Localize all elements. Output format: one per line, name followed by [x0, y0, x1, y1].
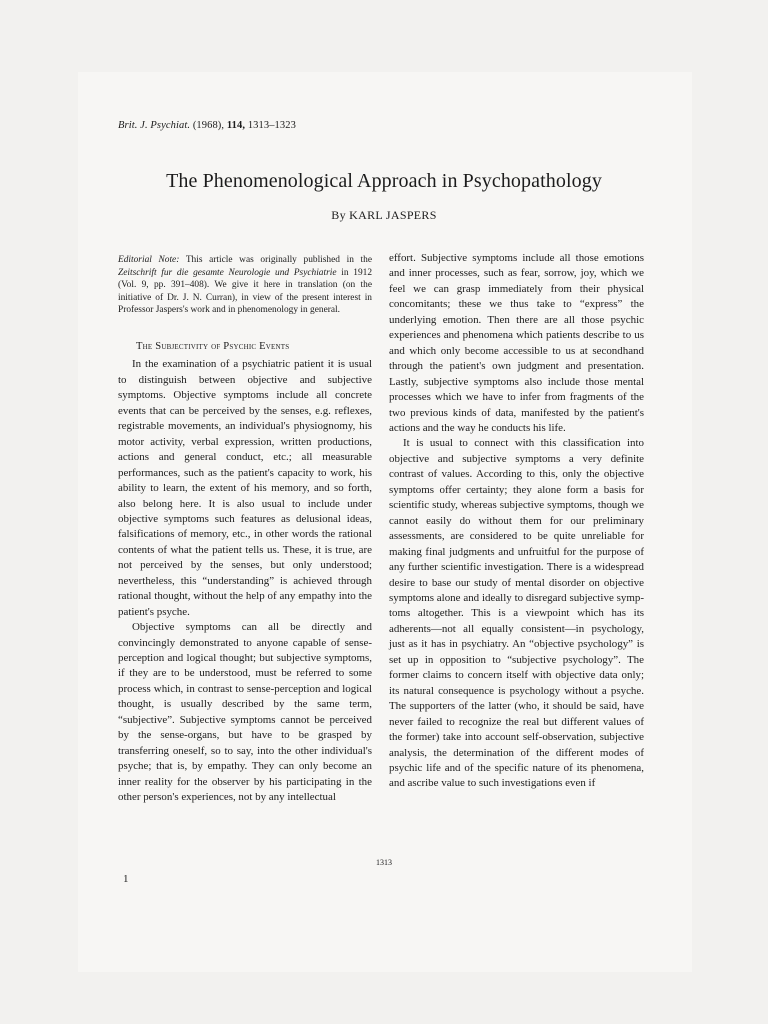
article-title: The Phenomenological Approach in Psychopathology [166, 170, 602, 192]
left-paragraph-1: In the examination of a psychiatric patient it is usual to distinguish between objective and subjective symptoms. Objective symptoms include all concrete events that can be perceived by the senses, e.g. reflexes, registrable movements, an individual's physiognomy, his motor activity, verbal expression, written productions, actions and general conduct, etc.; all measurable performances, such as the patient's capacity to work, his ability to learn, the extent of his memory, and so forth, also belong here. It is also usual to include under objective symptoms such features as delusional ideas, falsifications of memory, etc., in other words the rational contents of what the patient tells us. These, it is true, are not perceived by the senses, but only understood; nevertheless, this “understanding” is achieved through rational thought, without the help of any empathy into the patient's psyche. [118, 358, 372, 618]
journal-name: Brit. J. Psychiat. [118, 120, 191, 131]
journal-volume: 114, [226, 120, 246, 131]
right-paragraph-2: It is usual to connect with this classification into objective and subjective symptoms a very definite contrast of values. According to this, only the objective symptoms offer certainty; they alone form a basis for scientific study, whereas subjective symptoms, though we cannot easily do without them for our preliminary assessments, are considered to be quite unreliable for making final judgments and unfruitful for the purpose of any further scientific investigation. There is a widespread desire to base our study of mental disorder on objective symptoms alone and ideally to disregard subjective symptoms altogether. This is a viewpoint which has its adherents—not all equally consistent—in psychology, just as it has in psychiatry. An “objective psychology” is set up in opposition to “subjective psychology”. The former claims to concern itself with objective data only; its natural consequence is psychology without a psyche. The supporters of the latter (who, it should be said, have never failed to recognize the real but different values of the former) take into account self-observation, subjective analysis, the determination of the different modes of psychic life and of the specific nature of its phenomena, and ascribe value to such investigations even if [389, 437, 644, 790]
right-paragraph-1: effort. Subjective symptoms include all those emotions and inner processes, such as fear, sorrow, joy, which we feel we can grasp immediately from their physical concomitants; these we thus take to “express” the underlying emotion. Then there are all those psychic experiences and phenomena which patients describe to us and which only become accessible to us at secondhand through the patient's own judgment and presentation. Lastly, subjective symptoms also include those mental processes which we have to infer from fragments of the two previous kinds of data, manifested by the patient's actions and the way he conducts his life. [389, 252, 644, 434]
left-paragraph-2: Objective symptoms can all be directly and convincingly demonstrated to anyone capable of sense-perception and logical thought; but subjective symptoms, if they are to be understood, must be referred to some process which, in contrast to sense-perception and logical thought, is usually described by the same term, “subjective”. Subjective symptoms cannot be perceived by the sense-organs, but have to be grasped by transferring oneself, so to say, into the other individual's psyche; that is, by empathy. They can only become an inner reality for the observer by his participating in the other person's experiences, not by any intellectual [118, 621, 372, 804]
editorial-note [118, 254, 372, 317]
editorial-note-text-b: in 1912 (Vol. 9, pp. 391–408). We give it here in translation (on the initiative of Dr. J. N. Curran), in view of the present interest in Professor Jaspers's work and in phenomenology in general. [118, 267, 373, 316]
left-column [118, 254, 372, 806]
article-byline: By KARL JASPERS [331, 208, 437, 222]
editorial-note-label: Editorial Note: [118, 255, 180, 265]
right-column [389, 251, 644, 792]
journal-citation [118, 120, 296, 131]
page-number: 1313 [376, 858, 392, 867]
section-heading [136, 339, 372, 354]
editorial-note-text-a: This article was originally published in the [185, 255, 372, 265]
section-heading-text: The Subjectivity of Psychic Events [136, 340, 290, 352]
journal-year: (1968), [192, 120, 225, 131]
signature-mark: 1 [123, 873, 129, 885]
editorial-note-journal: Zeitschrift fur die gesamte Neurologie und Psychiatrie [118, 267, 337, 278]
journal-pages: 1313–1323 [247, 120, 296, 131]
